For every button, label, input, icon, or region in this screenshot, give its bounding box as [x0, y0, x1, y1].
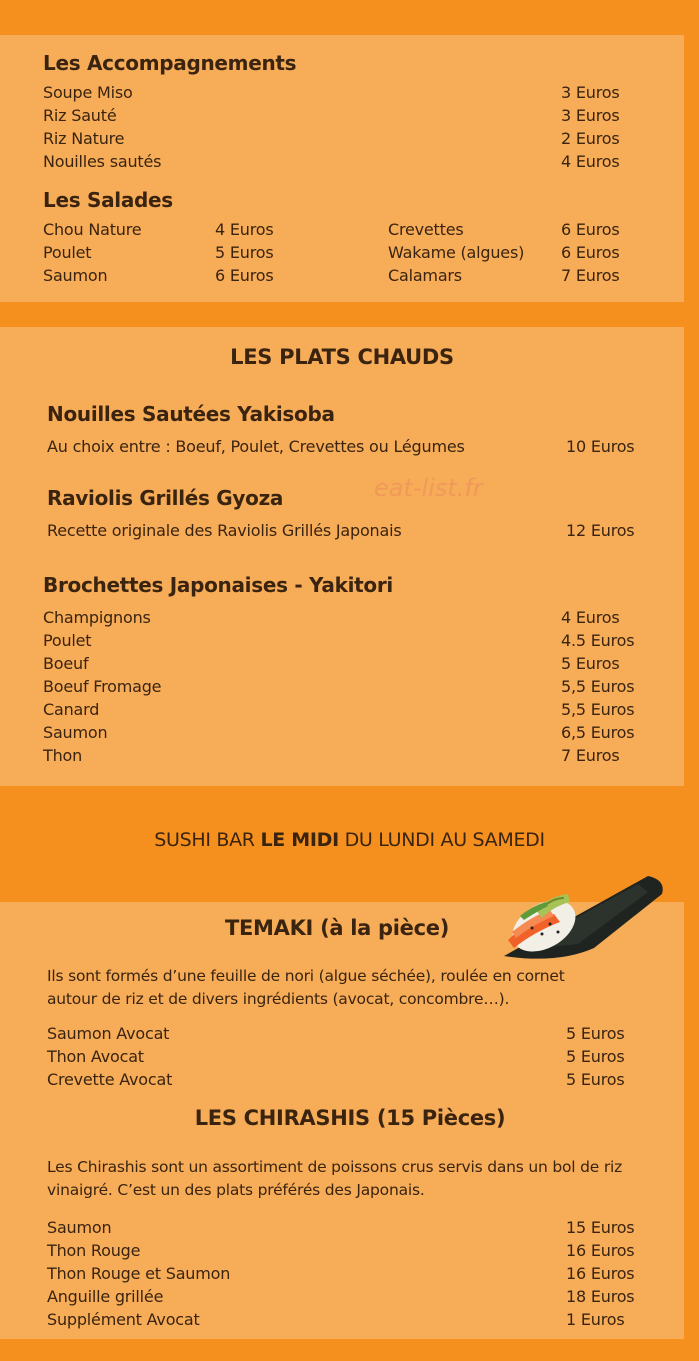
dish-price: 10 Euros [566, 437, 635, 456]
sushi-bar-banner [0, 829, 699, 851]
panel-temaki-chirashis [0, 902, 684, 1339]
item-name: Wakame (algues) [388, 243, 525, 262]
item-name: Thon [43, 746, 83, 765]
banner-text-part: DU LUNDI AU SAMEDI [338, 829, 545, 851]
item-name: Nouilles sautés [43, 152, 162, 171]
section-title-chirashis: LES CHIRASHIS (15 Pièces) [194, 1106, 506, 1130]
item-name: Saumon [43, 723, 108, 742]
item-name: Canard [43, 700, 100, 719]
item-price: 5 Euros [566, 1047, 625, 1066]
section-title-accompagnements: Les Accompagnements [43, 51, 297, 75]
item-name: Thon Rouge et Saumon [47, 1264, 231, 1283]
item-name: Riz Sauté [43, 106, 117, 125]
item-price: 7 Euros [561, 746, 620, 765]
dish-description: Recette originale des Raviolis Grillés Japonais [47, 521, 402, 540]
item-price: 5,5 Euros [561, 700, 635, 719]
item-price: 5 Euros [566, 1024, 625, 1043]
item-price: 6 Euros [561, 220, 620, 239]
item-price: 5 Euros [215, 243, 274, 262]
panel-plats-chauds [0, 327, 684, 786]
item-price: 5 Euros [561, 654, 620, 673]
section-title-plats-chauds: LES PLATS CHAUDS [230, 345, 454, 369]
item-price: 3 Euros [561, 83, 620, 102]
temaki-description-line: autour de riz et de divers ingrédients (avocat, concombre…). [47, 990, 510, 1008]
item-price: 1 Euros [566, 1310, 625, 1329]
item-price: 6 Euros [561, 243, 620, 262]
chirashis-description-line: vinaigré. C’est un des plats préférés des Japonais. [47, 1181, 425, 1199]
dish-description: Au choix entre : Boeuf, Poulet, Crevettes ou Légumes [47, 437, 465, 456]
item-name: Boeuf Fromage [43, 677, 162, 696]
item-name: Anguille grillée [47, 1287, 164, 1306]
item-name: Champignons [43, 608, 151, 627]
item-price: 6,5 Euros [561, 723, 635, 742]
item-price: 4 Euros [561, 608, 620, 627]
item-price: 4 Euros [561, 152, 620, 171]
item-name: Saumon Avocat [47, 1024, 170, 1043]
item-name: Thon Rouge [47, 1241, 141, 1260]
item-price: 5 Euros [566, 1070, 625, 1089]
item-name: Poulet [43, 243, 92, 262]
item-name: Saumon [47, 1218, 112, 1237]
watermark: eat-list.fr [374, 474, 483, 502]
item-price: 2 Euros [561, 129, 620, 148]
dish-title-gyoza: Raviolis Grillés Gyoza [47, 486, 284, 510]
item-price: 15 Euros [566, 1218, 635, 1237]
chirashis-description-line: Les Chirashis sont un assortiment de poissons crus servis dans un bol de riz [47, 1158, 623, 1176]
item-name: Poulet [43, 631, 92, 650]
section-title-temaki: TEMAKI (à la pièce) [224, 916, 450, 940]
banner-text-highlight: LE MIDI [260, 829, 339, 851]
item-price: 4.5 Euros [561, 631, 635, 650]
item-price: 7 Euros [561, 266, 620, 285]
item-name: Soupe Miso [43, 83, 133, 102]
item-name: Crevette Avocat [47, 1070, 173, 1089]
dish-title-yakisoba: Nouilles Sautées Yakisoba [47, 402, 335, 426]
dish-price: 12 Euros [566, 521, 635, 540]
item-name: Boeuf [43, 654, 89, 673]
item-price: 16 Euros [566, 1241, 635, 1260]
banner-text-part: SUSHI BAR [154, 829, 261, 851]
item-name: Riz Nature [43, 129, 125, 148]
item-price: 3 Euros [561, 106, 620, 125]
item-price: 5,5 Euros [561, 677, 635, 696]
item-price: 6 Euros [215, 266, 274, 285]
panel-accompagnements [0, 35, 684, 302]
item-name: Crevettes [388, 220, 464, 239]
item-name: Supplément Avocat [47, 1310, 200, 1329]
temaki-roll-image [498, 870, 666, 962]
item-price: 18 Euros [566, 1287, 635, 1306]
item-name: Saumon [43, 266, 108, 285]
item-name: Calamars [388, 266, 462, 285]
temaki-description-line: Ils sont formés d’une feuille de nori (algue séchée), roulée en cornet [47, 967, 565, 985]
item-price: 4 Euros [215, 220, 274, 239]
section-title-salades: Les Salades [43, 188, 173, 212]
item-name: Thon Avocat [47, 1047, 144, 1066]
dish-title-yakitori: Brochettes Japonaises - Yakitori [43, 573, 393, 597]
item-name: Chou Nature [43, 220, 142, 239]
item-price: 16 Euros [566, 1264, 635, 1283]
